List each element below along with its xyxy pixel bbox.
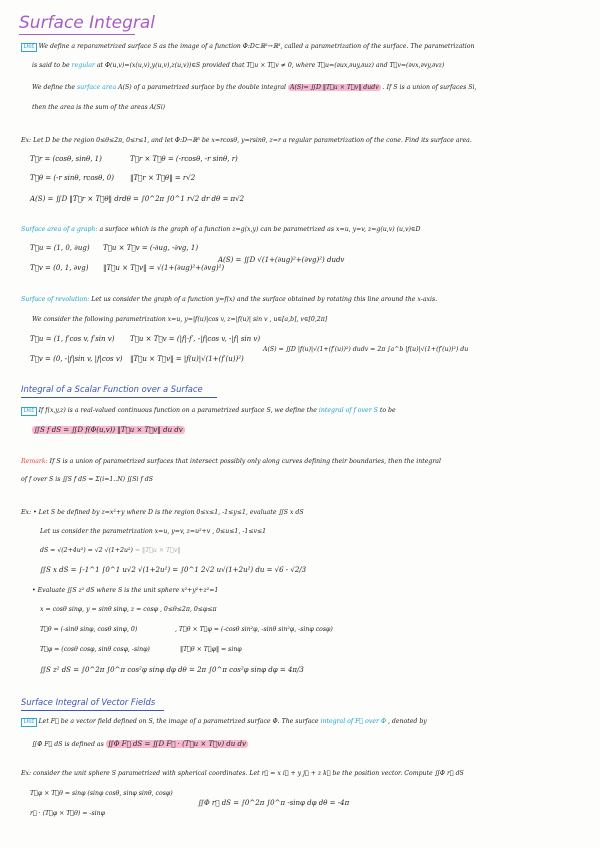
vector-def-text-b: , denoted by <box>388 718 427 725</box>
term-vector-integral: integral of F⃗ over Φ <box>320 718 387 725</box>
graph-cross: T⃗u × T⃗v = (-∂ug, -∂vg, 1) <box>103 244 199 252</box>
example-label: Ex: <box>21 509 32 516</box>
term-regular: regular <box>71 62 95 69</box>
scalar-ex2-Ttheta: T⃗θ = (-sinθ sinφ, cosθ sinφ, 0) <box>40 626 138 633</box>
area-sum-line: then the area is the sum of the areas A(Si) <box>32 104 166 111</box>
remark-line-2: of f over S is ∬S f dS = Σ(i=1..N) ∬Si f dS <box>21 476 153 483</box>
scalar-formula: ∬S f dS = ∬D f(Φ(u,v)) ‖T⃗u × T⃗v‖ du dv <box>34 426 183 434</box>
graph-Tv: T⃗v = (0, 1, ∂vg) <box>30 264 89 272</box>
area-text-a: We define the <box>32 84 75 91</box>
area-text-b: A(S) of a parametrized surface by the double integral <box>118 84 287 91</box>
graph-text: a surface which is the graph of a function z=g(x,y) can be parametrized as x=u, y=v, z=g(u,v) (u,v)∈D <box>99 226 421 233</box>
def-badge: Def <box>21 718 37 727</box>
scalar-def-text-a: If f(x,y,z) is a real-valued continuous function on a parametrized surface S, we define the <box>38 407 317 414</box>
revolution-text: Let us consider the graph of a function y=f(x) and the surface obtained by rotating this line around the x-axis. <box>91 296 438 303</box>
term-graph: Surface area of a graph: <box>21 226 98 233</box>
vector-ex-result: ∬Φ r⃗ dS = ∫0^2π ∫0^π -sinφ dφ dθ = -4π <box>198 799 350 807</box>
scalar-ex2-Tphi: T⃗φ = (cosθ cosφ, sinθ cosφ, -sinφ) <box>40 646 150 653</box>
scalar-ex1-result: ∬S x dS = ∫-1^1 ∫0^1 u√2 √(1+2u²) = ∫0^1 2√2 u√(1+2u²) du = √6 - √2/3 <box>40 566 307 574</box>
revolution-param: We consider the following parametrization x=u, y=|f(u)|cos v, z=|f(u)| sin v , u∈[a,b], v∈[0,2π] <box>32 316 328 323</box>
rev-Tv: T⃗v = (0, -|f|sin v, |f|cos v) <box>30 355 123 363</box>
example-cone <box>21 137 472 144</box>
rev-norm: ‖T⃗u × T⃗v‖ = |f(u)|√(1+(f′(u))²) <box>130 355 244 363</box>
vector-def-line-2 <box>32 740 248 748</box>
def-area-line <box>32 84 476 91</box>
def-regular-line <box>32 62 444 69</box>
scalar-ex2-cross: , T⃗θ × T⃗φ = (-cosθ sin²φ, -sinθ sin²φ, -sinφ cosφ) <box>175 626 333 633</box>
scalar-ex2-norm: ‖T⃗θ × T⃗φ‖ = sinφ <box>180 646 242 653</box>
def-badge: Def <box>21 43 37 52</box>
def-text: We define a reparametrized surface S as the image of a function Φ:D⊂ℝ²→ℝ³, called a parametrization of the surface. The parametrization <box>38 43 475 50</box>
scalar-formula-row <box>32 426 185 434</box>
vector-def-text-a: Let F⃗ be a vector field defined on S, the image of a parametrized surface Φ. The surface <box>38 718 319 725</box>
example-cone-text: Let D be the region 0≤θ≤2π, 0≤r≤1, and let Φ:D→ℝ³ be x=rcosθ, y=rsinθ, z=r a regular parametrization of the cone. Find its surface area. <box>33 137 472 144</box>
scalar-ex1-dS-value: dS = √(2+4u²) = √2 √(1+2u²) <box>40 547 133 554</box>
def-parametrization <box>21 43 474 52</box>
vector-heading: Surface Integral of Vector Fields <box>21 697 156 707</box>
cone-Ttheta: T⃗θ = (-r sinθ, rcosθ, 0) <box>30 174 114 182</box>
rev-Tu: T⃗u = (1, f′cos v, f′sin v) <box>30 335 115 343</box>
example-label: Ex: <box>21 770 32 777</box>
term-revolution: Surface of revolution: <box>21 296 90 303</box>
graph-definition <box>21 226 420 233</box>
scalar-ex2-result: ∬S z² dS = ∫0^2π ∫0^π cos²φ sinφ dφ dθ = 2π ∫0^π cos²φ sinφ dφ = 4π/3 <box>40 666 304 674</box>
example-label: Ex: <box>21 137 32 144</box>
title-underline <box>19 34 135 35</box>
scalar-ex1-dS-note: = ‖T⃗u × T⃗v‖ <box>134 547 181 554</box>
remark-line <box>21 458 441 465</box>
cone-cross: T⃗r × T⃗θ = (-rcosθ, -r sinθ, r) <box>130 155 238 163</box>
cone-norm: ‖T⃗r × T⃗θ‖ = r√2 <box>130 174 196 182</box>
graph-norm: ‖T⃗u × T⃗v‖ = √(1+(∂ug)²+(∂vg)²) <box>103 264 225 272</box>
vector-formula: ∬Φ F⃗ dS = ∬D F⃗ · (T⃗u × T⃗v) du dv <box>107 740 246 748</box>
term-scalar-integral: integral of f over S <box>318 407 378 414</box>
scalar-ex1-param: Let us consider the parametrization x=u, y=v, z=u²+v , 0≤u≤1, -1≤v≤1 <box>40 528 267 535</box>
scalar-heading: Integral of a Scalar Function over a Surface <box>21 384 203 394</box>
graph-area-formula: A(S) = ∬D √(1+(∂ug)²+(∂vg)²) dudv <box>218 256 345 264</box>
rev-cross: T⃗u × T⃗v = (|f|·f′, -|f|cos v, -|f| sin v) <box>130 335 261 343</box>
def-regular-text-a: is said to be <box>32 62 70 69</box>
rev-area-formula: A(S) = ∬D |f(u)|√(1+(f′(u))²) dudv = 2π ∫a^b |f(u)|√(1+(f′(u))²) du <box>263 346 469 353</box>
scalar-example-2: • Evaluate ∬S z² dS where S is the unit sphere x²+y²+z²=1 <box>32 587 219 594</box>
vector-heading-underline <box>21 710 164 711</box>
vector-definition <box>21 718 427 727</box>
cone-area-result: A(S) = ∬D ‖T⃗r × T⃗θ‖ drdθ = ∫0^2π ∫0^1 r√2 dr dθ = π√2 <box>30 195 245 203</box>
remark-text: If S is a union of parametrized surfaces that intersect possibly only along curves defining their boundaries, then the integral <box>49 458 441 465</box>
scalar-def-text-b: to be <box>379 407 396 414</box>
graph-Tu: T⃗u = (1, 0, ∂ug) <box>30 244 90 252</box>
remark-label: Remark: <box>21 458 48 465</box>
def-regular-text-b: at Φ(u,v)=(x(u,v),y(u,v),z(u,v))∈S provided that T⃗u × T⃗v ≠ 0, where T⃗u=(∂ux,∂uy,∂uz) and T⃗v=(∂vx,∂vy,∂vz) <box>96 62 445 69</box>
revolution-definition <box>21 296 437 303</box>
scalar-ex2-param: x = cosθ sinφ, y = sinθ sinφ, z = cosφ , 0≤θ≤2π, 0≤φ≤π <box>40 606 217 613</box>
area-formula: A(S)= ∬D ‖T⃗u × T⃗v‖ dudv <box>289 84 379 91</box>
scalar-example-1 <box>21 509 304 516</box>
scalar-ex1-dS <box>40 547 180 554</box>
vector-example <box>21 770 464 777</box>
cone-Tr: T⃗r = (cosθ, sinθ, 1) <box>30 155 102 163</box>
vector-def2-text: ∬Φ F⃗ dS is defined as <box>32 741 104 748</box>
scalar-ex1-text: • Let S be defined by z=x²+y where D is the region 0≤x≤1, -1≤y≤1, evaluate ∬S x dS <box>33 509 304 516</box>
area-text-c: . If S is a union of surfaces Si, <box>382 84 477 91</box>
vector-example-text: consider the unit sphere S parametrized with spherical coordinates. Let r⃗ = x i⃗ + y j⃗ + z k⃗ be the position vector. Compute ∬Φ r⃗ dS <box>33 770 464 777</box>
vector-ex-dot: r⃗ · (T⃗φ × T⃗θ) = -sinφ <box>30 810 105 817</box>
term-surface-area: surface area <box>76 84 117 91</box>
def-badge: Def <box>21 407 37 416</box>
scalar-heading-underline <box>21 397 217 398</box>
vector-ex-cross: T⃗φ × T⃗θ = sinφ (sinφ cosθ, sinφ sinθ, cosφ) <box>30 790 173 797</box>
scalar-definition <box>21 407 396 416</box>
page-title: Surface Integral <box>19 13 155 33</box>
